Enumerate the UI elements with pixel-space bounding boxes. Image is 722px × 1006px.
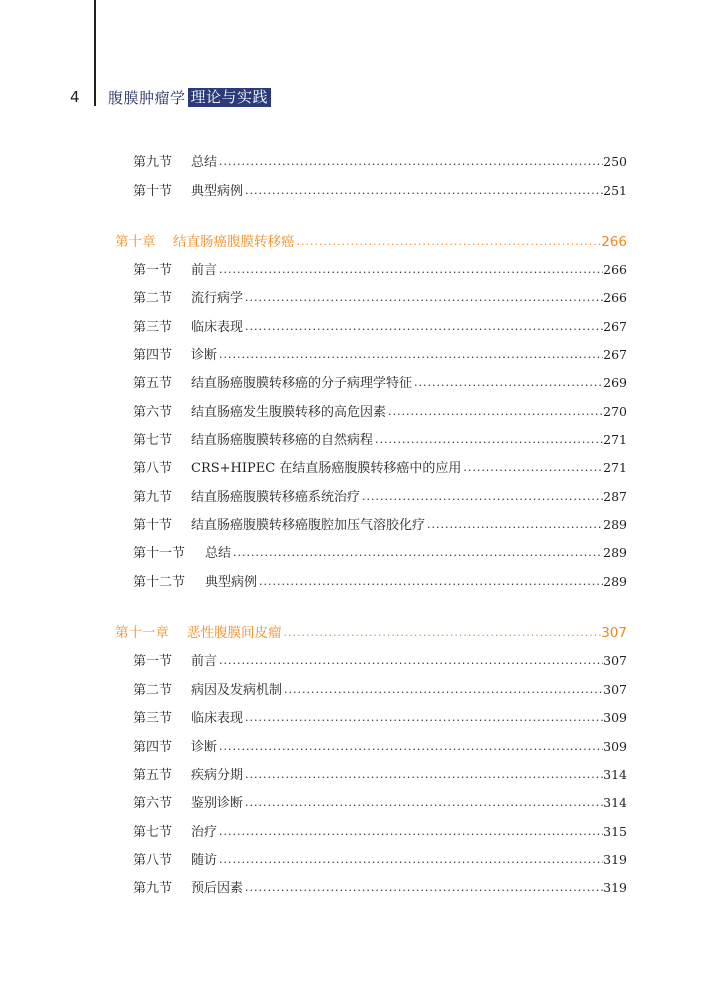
section-title: 临床表现 xyxy=(191,320,244,335)
section-title: 诊断 xyxy=(191,740,218,755)
section-number: 第四节 xyxy=(133,740,173,755)
dot-leader xyxy=(245,317,603,337)
page-number: 4 xyxy=(70,88,80,106)
section-number: 第九节 xyxy=(133,155,173,170)
dot-leader xyxy=(219,737,603,757)
section-title: 前言 xyxy=(191,654,218,669)
section-title: 结直肠癌腹膜转移癌的自然病程 xyxy=(191,433,374,448)
dot-leader xyxy=(414,373,603,393)
section-number: 第五节 xyxy=(133,768,173,783)
dot-leader xyxy=(245,878,603,898)
toc-chapter-row[interactable] xyxy=(115,232,627,252)
section-title: 治疗 xyxy=(191,825,218,840)
dot-leader xyxy=(233,543,603,563)
dot-leader xyxy=(245,765,603,785)
dot-leader xyxy=(375,430,603,450)
section-number: 第十节 xyxy=(133,518,173,533)
section-number: 第九节 xyxy=(133,881,173,896)
page-ref: 315 xyxy=(603,824,627,839)
dot-leader xyxy=(388,402,603,422)
toc-section-row[interactable] xyxy=(133,651,627,671)
toc-section-row[interactable] xyxy=(133,152,627,172)
chapter-title: 结直肠癌腹膜转移癌 xyxy=(173,234,295,250)
section-title: 诊断 xyxy=(191,348,218,363)
section-number: 第一节 xyxy=(133,263,173,278)
chapter-number: 第十一章 xyxy=(115,625,169,641)
page-ref: 251 xyxy=(603,183,627,198)
page-ref: 269 xyxy=(603,375,627,390)
page-ref: 266 xyxy=(603,262,627,277)
section-number: 第十二节 xyxy=(133,575,186,590)
page-ref: 307 xyxy=(603,653,627,668)
toc-section-row[interactable] xyxy=(133,402,627,422)
dot-leader xyxy=(362,487,603,507)
toc-section-row[interactable] xyxy=(133,373,627,393)
section-number: 第三节 xyxy=(133,320,173,335)
page-ref: 314 xyxy=(603,795,627,810)
toc-section-row[interactable] xyxy=(133,181,627,201)
page-ref: 270 xyxy=(603,404,627,419)
toc-section-row[interactable] xyxy=(133,288,627,308)
toc-section-row[interactable] xyxy=(133,850,627,870)
section-number: 第四节 xyxy=(133,348,173,363)
dot-leader xyxy=(245,181,603,201)
page-ref: 319 xyxy=(603,880,627,895)
section-number: 第九节 xyxy=(133,490,173,505)
section-number: 第六节 xyxy=(133,796,173,811)
section-title: 流行病学 xyxy=(191,291,244,306)
section-title: CRS+HIPEC 在结直肠癌腹膜转移癌中的应用 xyxy=(191,461,462,476)
page-ref: 309 xyxy=(603,710,627,725)
section-number: 第七节 xyxy=(133,433,173,448)
dot-leader xyxy=(245,708,603,728)
section-number: 第七节 xyxy=(133,825,173,840)
section-number: 第一节 xyxy=(133,654,173,669)
section-title: 结直肠癌腹膜转移癌腹腔加压气溶胶化疗 xyxy=(191,518,426,533)
dot-leader xyxy=(463,458,603,478)
toc-section-row[interactable] xyxy=(133,543,627,563)
section-title: 典型病例 xyxy=(205,575,258,590)
dot-leader xyxy=(219,850,603,870)
section-title: 结直肠癌腹膜转移癌系统治疗 xyxy=(191,490,361,505)
section-title: 疾病分期 xyxy=(191,768,244,783)
toc-section-row[interactable] xyxy=(133,487,627,507)
section-number: 第三节 xyxy=(133,711,173,726)
page-ref: 319 xyxy=(603,852,627,867)
section-title: 前言 xyxy=(191,263,218,278)
section-title: 预后因素 xyxy=(191,881,244,896)
section-number: 第十一节 xyxy=(133,546,186,561)
page-ref: 314 xyxy=(603,767,627,782)
page-ref: 267 xyxy=(603,319,627,334)
dot-leader xyxy=(284,680,603,700)
book-subtitle: 理论与实践 xyxy=(188,88,272,107)
page-ref: 266 xyxy=(601,234,627,250)
toc-section-row[interactable] xyxy=(133,260,627,280)
dot-leader xyxy=(219,345,603,365)
section-number: 第六节 xyxy=(133,405,173,420)
section-title: 总结 xyxy=(205,546,232,561)
page-ref: 271 xyxy=(603,432,627,447)
dot-leader xyxy=(245,793,603,813)
section-number: 第八节 xyxy=(133,853,173,868)
running-header xyxy=(70,87,271,107)
section-number: 第五节 xyxy=(133,376,173,391)
toc-section-row[interactable] xyxy=(133,737,627,757)
section-title: 临床表现 xyxy=(191,711,244,726)
page-ref: 266 xyxy=(603,290,627,305)
section-title: 结直肠癌发生腹膜转移的高危因素 xyxy=(191,405,387,420)
section-title: 病因及发病机制 xyxy=(191,683,283,698)
dot-leader xyxy=(297,232,602,252)
dot-leader xyxy=(219,822,603,842)
page-ref: 250 xyxy=(603,154,627,169)
section-title: 总结 xyxy=(191,155,218,170)
section-title: 鉴别诊断 xyxy=(191,796,244,811)
dot-leader xyxy=(245,288,603,308)
chapter-number: 第十章 xyxy=(115,234,156,250)
page-ref: 289 xyxy=(603,574,627,589)
page-ref: 289 xyxy=(603,545,627,560)
page-ref: 309 xyxy=(603,739,627,754)
toc-section-row[interactable] xyxy=(133,708,627,728)
toc-section-row[interactable] xyxy=(133,515,627,535)
section-number: 第八节 xyxy=(133,461,173,476)
page-ref: 289 xyxy=(603,517,627,532)
toc-section-row[interactable] xyxy=(133,345,627,365)
dot-leader xyxy=(284,623,602,643)
dot-leader xyxy=(427,515,603,535)
toc-chapter-row[interactable] xyxy=(115,623,627,643)
page-ref: 271 xyxy=(603,460,627,475)
toc-section-row[interactable] xyxy=(133,878,627,898)
section-number: 第二节 xyxy=(133,683,173,698)
dot-leader xyxy=(219,260,603,280)
page-ref: 307 xyxy=(603,682,627,697)
toc-section-row[interactable] xyxy=(133,822,627,842)
toc-section-row[interactable] xyxy=(133,765,627,785)
dot-leader xyxy=(259,572,603,592)
toc-section-row[interactable] xyxy=(133,317,627,337)
dot-leader xyxy=(219,651,603,671)
toc-section-row[interactable] xyxy=(133,793,627,813)
dot-leader xyxy=(219,152,603,172)
page-ref: 267 xyxy=(603,347,627,362)
toc-section-row[interactable] xyxy=(133,430,627,450)
section-title: 随访 xyxy=(191,853,218,868)
page-ref: 307 xyxy=(601,625,627,641)
section-number: 第二节 xyxy=(133,291,173,306)
toc-section-row[interactable] xyxy=(133,458,627,478)
section-number: 第十节 xyxy=(133,184,173,199)
page-ref: 287 xyxy=(603,489,627,504)
chapter-title: 恶性腹膜间皮瘤 xyxy=(187,625,282,641)
book-title: 腹膜肿瘤学 xyxy=(108,88,186,107)
section-title: 典型病例 xyxy=(191,184,244,199)
section-title: 结直肠癌腹膜转移癌的分子病理学特征 xyxy=(191,376,413,391)
toc-section-row[interactable] xyxy=(133,572,627,592)
toc-section-row[interactable] xyxy=(133,680,627,700)
